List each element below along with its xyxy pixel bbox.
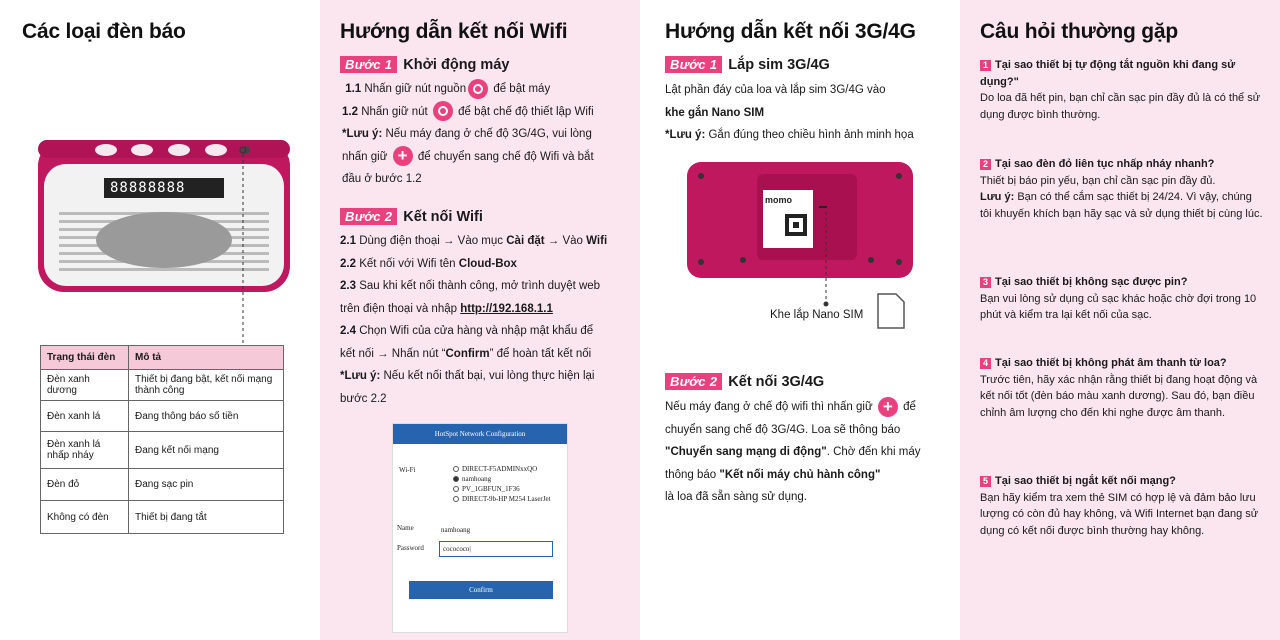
table-row — [41, 401, 284, 432]
faq-answer: Bạn hãy kiểm tra xem thẻ SIM có hợp lệ và đảm bảo lưu lượng có còn đủ hay không, và Wifi Internet bạn đang sử dụng có kết nối được bình thường hay không. — [980, 491, 1259, 537]
text: để bật chế độ thiết lập Wifi — [458, 105, 594, 118]
faq-number: 1 — [980, 60, 991, 71]
text: để chuyển sang chế độ Wifi và bắt — [417, 150, 594, 163]
radio-checked-icon — [453, 476, 459, 482]
table-row — [41, 469, 284, 501]
panel-title: Câu hỏi thường gặp — [980, 20, 1179, 43]
step2-heading — [340, 208, 483, 225]
radio-icon — [453, 496, 459, 502]
line — [665, 124, 955, 147]
text: để — [903, 401, 916, 413]
faq-answer: Do loa đã hết pin, bạn chỉ cần sạc pin đầy đủ là có thể sử dụng được bình thường. — [980, 92, 1261, 121]
text: ” để hoàn tất kết nối — [489, 347, 592, 360]
line-number: 2.1 — [340, 235, 356, 247]
faq-item — [980, 355, 1265, 421]
line — [665, 464, 955, 487]
faq-answer-note — [980, 189, 1265, 222]
text: Sau khi kết nối thành công, mở trình duyệt web — [359, 280, 601, 292]
network-name: DIRECT-F5ADMINxxQO — [462, 465, 538, 473]
line — [340, 343, 635, 366]
text: Gắn đúng theo chiều hình ảnh minh họa — [708, 129, 914, 141]
faq-question — [980, 355, 1265, 372]
radio-icon — [453, 486, 459, 492]
name-value: namhoang — [441, 526, 471, 534]
step-badge: Bước 1 — [665, 56, 722, 73]
faq-item — [980, 473, 1265, 539]
step-badge: Bước 1 — [340, 56, 397, 73]
network-option[interactable] — [453, 494, 553, 504]
network-name: namhoang — [462, 475, 492, 483]
line — [340, 388, 635, 411]
step-title: Kết nối Wifi — [403, 209, 483, 225]
line-number: 1.2 — [342, 105, 358, 118]
step-badge: Bước 2 — [340, 208, 397, 225]
network-name: DIRECT-9b-HP M254 LaserJet — [462, 495, 551, 503]
note-label: *Lưu ý: — [665, 129, 706, 141]
step2-body — [665, 396, 955, 509]
password-field[interactable]: cocococo| — [439, 541, 553, 557]
table-cell: Đèn đỏ — [41, 469, 129, 501]
line — [342, 168, 632, 191]
text: Wifi — [586, 235, 608, 247]
faq-answer: Bạn vui lòng sử dụng củ sạc khác hoặc chờ đợi trong 10 phút và kiểm tra lại kết nối của sạc. — [980, 292, 1257, 321]
wifi-config-screenshot — [392, 423, 568, 633]
text: → Vào — [547, 235, 583, 247]
column-header: Trạng thái đèn — [41, 346, 129, 370]
faq-number: 3 — [980, 277, 991, 288]
line — [340, 298, 635, 321]
url-text: http://192.168.1.1 — [460, 302, 553, 315]
faq-number: 5 — [980, 476, 991, 487]
password-label: Password — [397, 544, 424, 552]
table-row — [41, 432, 284, 469]
table-cell: Đèn xanh dương — [41, 370, 129, 401]
faq-item — [980, 57, 1265, 123]
leader-line — [236, 146, 250, 360]
table-cell: Đang sạc pin — [129, 469, 284, 501]
faq-answer: Trước tiên, hãy xác nhận rằng thiết bị đang hoạt động và kết nối tốt (đèn báo màu xanh dương). Sau đó, bạn điều chỉnh âm lượng cho đến khi nghe được âm thanh. — [980, 373, 1258, 419]
device-display-digits: 88888888 — [110, 180, 186, 196]
line — [665, 441, 955, 464]
question-text: Tại sao đèn đỏ liên tục nhấp nháy nhanh? — [995, 158, 1215, 170]
line — [342, 101, 632, 124]
table-row — [41, 501, 284, 534]
table-cell: Thiết bị đang tắt — [129, 501, 284, 534]
step2-body — [340, 230, 635, 410]
line — [340, 320, 635, 343]
text: "Chuyển sang mạng di động" — [665, 446, 827, 458]
faq-answer: Thiết bị báo pin yếu, bạn chỉ cần sạc pin đầy đủ. — [980, 174, 1216, 187]
radio-icon — [453, 466, 459, 472]
network-name: PV_1GBFUN_1F36 — [462, 485, 520, 493]
text: Nếu máy đang ở chế độ 3G/4G, vui lòng — [385, 128, 592, 140]
faq-item — [980, 274, 1265, 324]
network-option[interactable] — [453, 474, 553, 484]
text: nhấn giữ — [342, 150, 388, 163]
line — [340, 275, 635, 298]
power-icon — [468, 79, 488, 99]
text: "Kết nối máy chủ hành công" — [719, 468, 881, 481]
faq-question — [980, 274, 1265, 291]
question-text: Tại sao thiết bị không sạc được pin? — [995, 276, 1188, 288]
line: là loa đã sẵn sàng sử dụng. — [665, 491, 807, 503]
text: Kết nối với Wifi tên — [359, 257, 456, 270]
mobile-guide-panel — [640, 0, 960, 640]
plus-icon: + — [878, 397, 898, 417]
text: Chọn Wifi của cửa hàng và nhập mật khẩu để — [359, 325, 594, 337]
momo-label: momo — [765, 195, 792, 205]
text: Dùng điện thoại → Vào mục — [359, 235, 504, 247]
device-bottom-illustration — [685, 160, 915, 280]
name-label: Name — [397, 524, 414, 532]
step-title: Kết nối 3G/4G — [728, 374, 825, 390]
wifi-label: Wi-Fi — [399, 466, 416, 474]
power-icon — [433, 101, 453, 121]
text: thông báo — [665, 468, 717, 481]
text: . Chờ đến khi máy — [826, 446, 921, 458]
network-option[interactable] — [453, 484, 553, 494]
line — [340, 365, 635, 388]
question-text: Tại sao thiết bị tự động tắt nguồn khi đang sử dụng?" — [980, 59, 1236, 88]
line — [340, 253, 635, 276]
indicator-lights-panel — [0, 0, 320, 640]
text: kết nối → Nhấn nút “ — [340, 347, 446, 360]
text: để bật máy — [493, 83, 551, 95]
line — [342, 123, 632, 146]
config-header: HotSpot Network Configuration — [393, 424, 567, 444]
note-label: *Lưu ý: — [342, 128, 383, 140]
text: trên điện thoại và nhập — [340, 302, 458, 315]
leader-line — [822, 212, 830, 308]
table-cell: Không có đèn — [41, 501, 129, 534]
step1-heading — [665, 56, 830, 73]
line — [340, 230, 635, 253]
slot-label: Khe lắp Nano SIM — [770, 309, 864, 321]
step1-body — [342, 78, 632, 191]
text: Confirm — [445, 347, 490, 360]
text: đầu ở bước 1.2 — [342, 173, 422, 185]
text: bước 2.2 — [340, 392, 387, 405]
step2-heading — [665, 373, 824, 390]
line-number: 2.3 — [340, 280, 356, 292]
table-row — [41, 370, 284, 401]
faq-question — [980, 57, 1265, 90]
step1-body — [665, 79, 955, 147]
table-cell: Đèn xanh lá — [41, 401, 129, 432]
faq-item — [980, 156, 1265, 222]
step-badge: Bước 2 — [665, 373, 722, 390]
table-cell: Thiết bị đang bật, kết nối mạng thành công — [129, 370, 284, 401]
column-header: Mô tả — [129, 346, 284, 370]
note-label: *Lưu ý: — [340, 370, 381, 382]
table-cell: Đang kết nối mạng — [129, 432, 284, 469]
indicator-table — [40, 345, 284, 534]
line — [665, 396, 955, 419]
text: Nếu máy đang ở chế độ wifi thì nhấn giữ — [665, 401, 873, 413]
faq-number: 4 — [980, 358, 991, 369]
plus-icon: + — [393, 146, 413, 166]
step1-heading — [340, 56, 509, 73]
question-text: Tại sao thiết bị ngắt kết nối mạng? — [995, 475, 1176, 487]
network-list — [453, 464, 553, 504]
faq-question — [980, 156, 1265, 173]
network-option[interactable] — [453, 464, 553, 474]
nano-sim-icon — [876, 292, 906, 330]
table-cell: Đang thông báo số tiền — [129, 401, 284, 432]
text: Nhấn giữ nút nguồn — [364, 83, 467, 95]
confirm-button[interactable]: Confirm — [409, 581, 553, 599]
text: Cloud-Box — [458, 257, 517, 270]
line — [665, 102, 955, 125]
table-header-row — [41, 346, 284, 370]
panel-title: Hướng dẫn kết nối 3G/4G — [665, 20, 916, 43]
line-number: 2.4 — [340, 325, 356, 337]
line — [342, 78, 632, 101]
line-number: 2.2 — [340, 257, 356, 270]
line-number: 1.1 — [345, 83, 362, 95]
text: khe gắn Nano SIM — [665, 106, 765, 119]
faq-question — [980, 473, 1265, 490]
step-title: Khởi động máy — [403, 57, 510, 73]
table-cell: Đèn xanh lá nhấp nháy — [41, 432, 129, 469]
line: chuyển sang chế độ 3G/4G. Loa sẽ thông báo — [665, 423, 901, 436]
text: Cài đặt — [506, 235, 545, 247]
note-label: Lưu ý: — [980, 191, 1015, 203]
text: Bạn có thể cắm sạc thiết bị 24/24. Vì vậy, chúng tôi khuyến khích bạn hãy sạc và sử dụng thiết bị cùng lúc. — [980, 191, 1263, 220]
line: Lật phần đáy của loa và lắp sim 3G/4G vào — [665, 84, 886, 96]
speaker-device-illustration — [34, 138, 294, 298]
line — [342, 146, 632, 169]
faq-panel — [960, 0, 1280, 640]
step-title: Lắp sim 3G/4G — [728, 57, 830, 73]
text: Nếu kết nối thất bại, vui lòng thực hiện lại — [383, 370, 595, 382]
question-text: Tại sao thiết bị không phát âm thanh từ loa? — [995, 357, 1227, 369]
panel-title: Hướng dẫn kết nối Wifi — [340, 20, 568, 43]
faq-number: 2 — [980, 159, 991, 170]
panel-title: Các loại đèn báo — [22, 20, 186, 43]
text: Nhấn giữ nút — [361, 105, 428, 118]
